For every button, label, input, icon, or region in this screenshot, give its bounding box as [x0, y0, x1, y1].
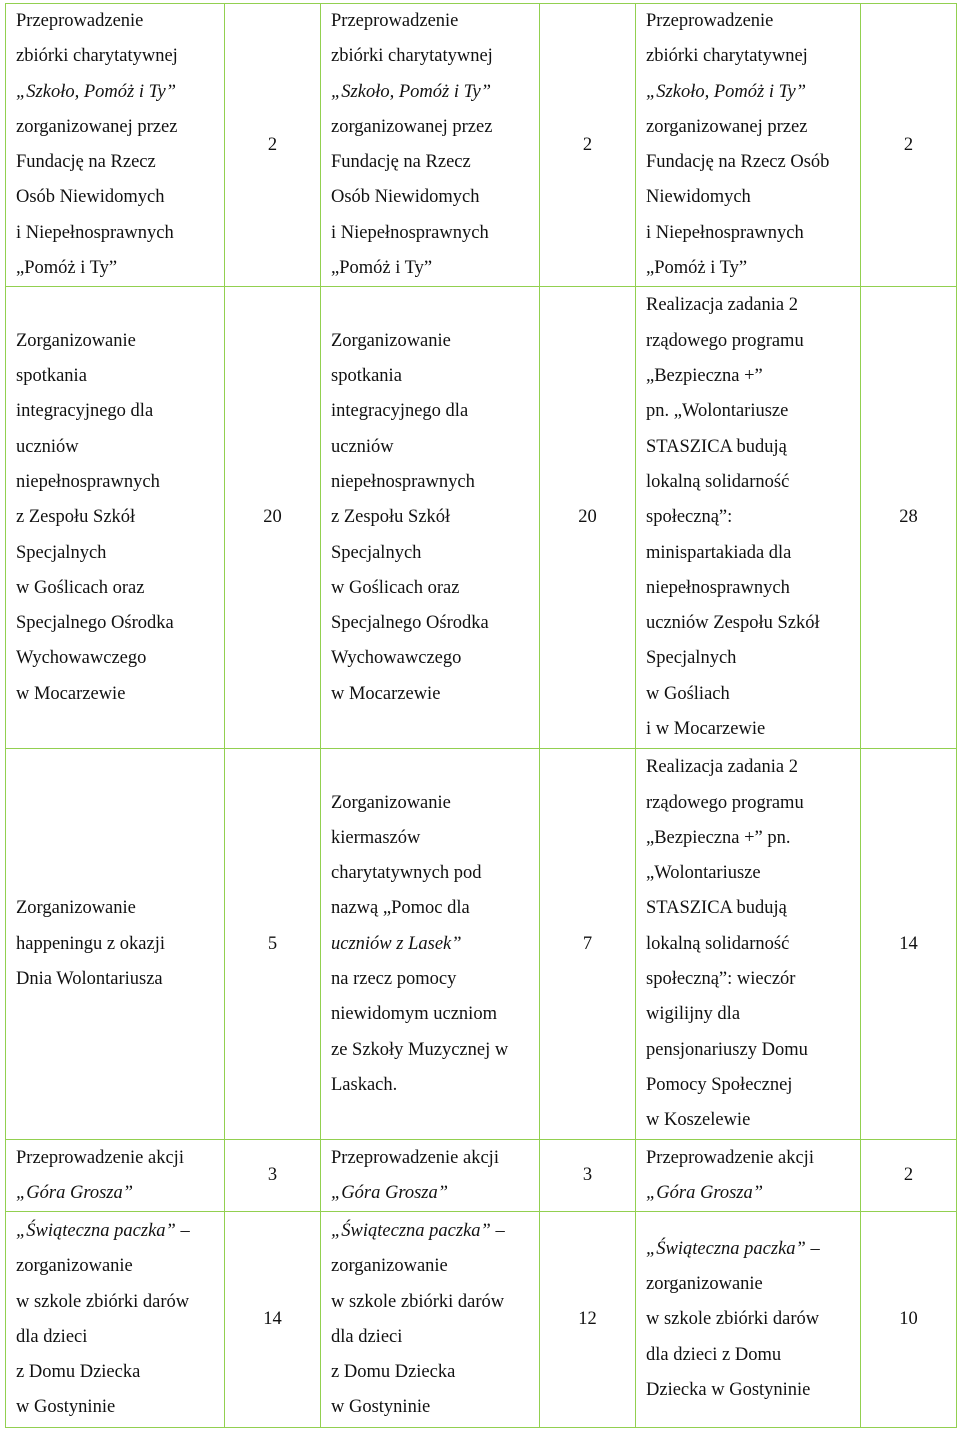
cell-line: w Goślicach oraz — [331, 577, 460, 598]
cell-line: spotkania — [331, 366, 402, 387]
cell-line: wigilijny dla — [646, 1004, 741, 1025]
activity-cell — [321, 749, 540, 1140]
cell-line: integracyjnego dla — [16, 401, 154, 422]
cell-line: w Mocarzewie — [16, 683, 126, 704]
cell-line: Osób Niewidomych — [16, 187, 165, 208]
cell-line: z Zespołu Szkół — [331, 507, 451, 528]
cell-line — [331, 891, 531, 926]
activities-table — [5, 3, 957, 1428]
count-cell: 5 — [225, 749, 321, 1140]
count-cell: 2 — [225, 4, 321, 287]
count-cell: 2 — [861, 4, 957, 287]
cell-line: uczniów — [331, 436, 394, 457]
activity-cell — [636, 1140, 861, 1212]
cell-line: z Domu Dziecka — [331, 1362, 456, 1383]
activity-cell — [321, 287, 540, 749]
cell-line: zbiórki charytatywnej — [16, 46, 178, 67]
cell-line: Fundację na Rzecz Osób — [646, 152, 830, 173]
cell-line: Przeprowadzenie akcji — [16, 1147, 184, 1168]
cell-line: z Domu Dziecka — [16, 1362, 141, 1383]
activity-cell — [636, 1212, 861, 1428]
cell-line: Specjalnych — [646, 648, 737, 669]
cell-line: „Szkoło, Pomóż i Ty” — [16, 81, 177, 102]
cell-line: lokalną solidarność — [646, 933, 790, 954]
table-row — [6, 749, 957, 1140]
cell-line: Fundację na Rzecz — [16, 152, 156, 173]
cell-line: w Gostyninie — [16, 1397, 116, 1418]
cell-line: „Góra Grosza” — [16, 1182, 134, 1203]
activity-cell — [636, 287, 861, 749]
table-row — [6, 4, 957, 287]
cell-line: „Szkoło, Pomóż i Ty” — [646, 81, 807, 102]
cell-line: uczniów z Lasek” — [331, 933, 462, 954]
cell-line: kiermaszów — [331, 827, 421, 848]
table-row — [6, 1140, 957, 1212]
cell-line: Pomocy Społecznej — [646, 1074, 793, 1095]
cell-line: „Świąteczna paczka” – — [16, 1220, 190, 1241]
cell-line: uczniów Zespołu Szkół — [646, 613, 820, 634]
activity-cell — [6, 287, 225, 749]
cell-line: pn. „Wolontariusze — [646, 401, 789, 422]
cell-line: Fundację na Rzecz — [331, 152, 471, 173]
count-cell: 20 — [225, 287, 321, 749]
cell-line: zbiórki charytatywnej — [331, 46, 493, 67]
activity-cell — [6, 1140, 225, 1212]
cell-line: Dziecka w Gostyninie — [646, 1379, 811, 1400]
cell-line: Przeprowadzenie akcji — [646, 1147, 814, 1168]
cell-line: i Niepełnosprawnych — [331, 222, 489, 243]
cell-line: dla dzieci — [16, 1326, 88, 1347]
cell-line: Przeprowadzenie — [16, 11, 144, 31]
cell-line: niepełnosprawnych — [646, 577, 790, 598]
cell-line: Specjalnego Ośrodka — [331, 613, 489, 634]
cell-line: Specjalnych — [331, 542, 422, 563]
cell-line: happeningu z okazji — [16, 933, 165, 954]
cell-line: Przeprowadzenie akcji — [331, 1147, 499, 1168]
cell-line: „Pomóż i Ty” — [331, 258, 433, 279]
activity-cell — [321, 4, 540, 287]
cell-line: rządowego programu — [646, 792, 804, 813]
cell-line: Przeprowadzenie — [646, 11, 774, 31]
cell-line: Niewidomych — [646, 187, 751, 208]
cell-line: „Bezpieczna +” — [646, 366, 763, 387]
activity-cell — [321, 1140, 540, 1212]
count-cell: 12 — [540, 1212, 636, 1428]
cell-line: „Świąteczna paczka” – — [646, 1238, 820, 1259]
cell-line: na rzecz pomocy — [331, 969, 457, 990]
count-cell: 2 — [540, 4, 636, 287]
cell-line: „Pomóż i Ty” — [646, 258, 748, 279]
count-cell: 14 — [225, 1212, 321, 1428]
cell-line: Wychowawczego — [16, 648, 147, 669]
cell-line: w szkole zbiórki darów — [646, 1309, 820, 1330]
cell-line: dla dzieci z Domu — [646, 1344, 782, 1365]
cell-line: „Świąteczna paczka” – — [331, 1220, 505, 1241]
cell-line: Specjalnego Ośrodka — [16, 613, 174, 634]
cell-line: „Szkoło, Pomóż i Ty” — [331, 81, 492, 102]
cell-line: w Goślicach oraz — [16, 577, 145, 598]
cell-line: w szkole zbiórki darów — [16, 1291, 190, 1312]
cell-line: społeczną”: wieczór — [646, 969, 796, 990]
cell-line: Przeprowadzenie — [331, 11, 459, 31]
cell-line: „Wolontariusze — [646, 863, 761, 884]
cell-line: społeczną”: — [646, 507, 733, 528]
cell-line: integracyjnego dla — [331, 401, 469, 422]
cell-line: zorganizowanie — [331, 1256, 448, 1277]
cell-line: zorganizowanej przez — [646, 116, 808, 137]
cell-line: niewidomym uczniom — [331, 1004, 497, 1025]
cell-line: „Góra Grosza” — [646, 1182, 764, 1203]
cell-line: rządowego programu — [646, 330, 804, 351]
count-cell: 7 — [540, 749, 636, 1140]
activity-cell — [636, 749, 861, 1140]
cell-line: STASZICA budują — [646, 436, 787, 457]
table-row — [6, 287, 957, 749]
count-cell: 2 — [861, 1140, 957, 1212]
cell-line: niepełnosprawnych — [331, 471, 475, 492]
cell-line: Osób Niewidomych — [331, 187, 480, 208]
cell-line: zorganizowanie — [16, 1256, 133, 1277]
count-cell: 3 — [225, 1140, 321, 1212]
cell-line: „Bezpieczna +” pn. — [646, 827, 791, 848]
count-cell: 20 — [540, 287, 636, 749]
cell-line: w Gośliach — [646, 683, 730, 704]
cell-line: dla dzieci — [331, 1326, 403, 1347]
count-cell: 3 — [540, 1140, 636, 1212]
activity-cell — [321, 1212, 540, 1428]
count-cell: 28 — [861, 287, 957, 749]
activity-cell — [6, 749, 225, 1140]
activity-cell — [636, 4, 861, 287]
cell-line: Zorganizowanie — [16, 330, 136, 351]
cell-line: Realizacja zadania 2 — [646, 295, 799, 316]
cell-line: Laskach. — [331, 1074, 398, 1095]
cell-line: zorganizowanej przez — [331, 116, 493, 137]
cell-line: spotkania — [16, 366, 87, 387]
cell-line: Dnia Wolontariusza — [16, 969, 163, 990]
cell-line: Realizacja zadania 2 — [646, 757, 799, 778]
cell-line: Zorganizowanie — [16, 898, 136, 919]
cell-line: Wychowawczego — [331, 648, 462, 669]
cell-line: Zorganizowanie — [331, 330, 451, 351]
count-cell: 10 — [861, 1212, 957, 1428]
cell-line: zorganizowanej przez — [16, 116, 178, 137]
cell-line: zorganizowanie — [646, 1273, 763, 1294]
cell-line-text: nazwą „Pomoc dla — [331, 898, 470, 919]
cell-line: i Niepełnosprawnych — [646, 222, 804, 243]
cell-line: uczniów — [16, 436, 79, 457]
cell-line: pensjonariuszy Domu — [646, 1039, 808, 1060]
cell-line: „Góra Grosza” — [331, 1182, 449, 1203]
cell-line: w Gostyninie — [331, 1397, 431, 1418]
cell-line: minispartakiada dla — [646, 542, 792, 563]
cell-line: lokalną solidarność — [646, 471, 790, 492]
cell-line: z Zespołu Szkół — [16, 507, 136, 528]
cell-line: Specjalnych — [16, 542, 107, 563]
count-cell: 14 — [861, 749, 957, 1140]
cell-line: charytatywnych pod — [331, 863, 482, 884]
table-row — [6, 1212, 957, 1428]
cell-line: „Pomóż i Ty” — [16, 258, 118, 279]
cell-line: i w Mocarzewie — [646, 719, 766, 739]
cell-line: zbiórki charytatywnej — [646, 46, 808, 67]
cell-line: i Niepełnosprawnych — [16, 222, 174, 243]
cell-line: Zorganizowanie — [331, 792, 451, 813]
cell-line: w Mocarzewie — [331, 683, 441, 704]
activity-cell — [6, 4, 225, 287]
cell-line: niepełnosprawnych — [16, 471, 160, 492]
cell-line: STASZICA budują — [646, 898, 787, 919]
cell-line: w szkole zbiórki darów — [331, 1291, 505, 1312]
activity-cell — [6, 1212, 225, 1428]
cell-line: ze Szkoły Muzycznej w — [331, 1039, 509, 1060]
cell-line: w Koszelewie — [646, 1110, 751, 1131]
